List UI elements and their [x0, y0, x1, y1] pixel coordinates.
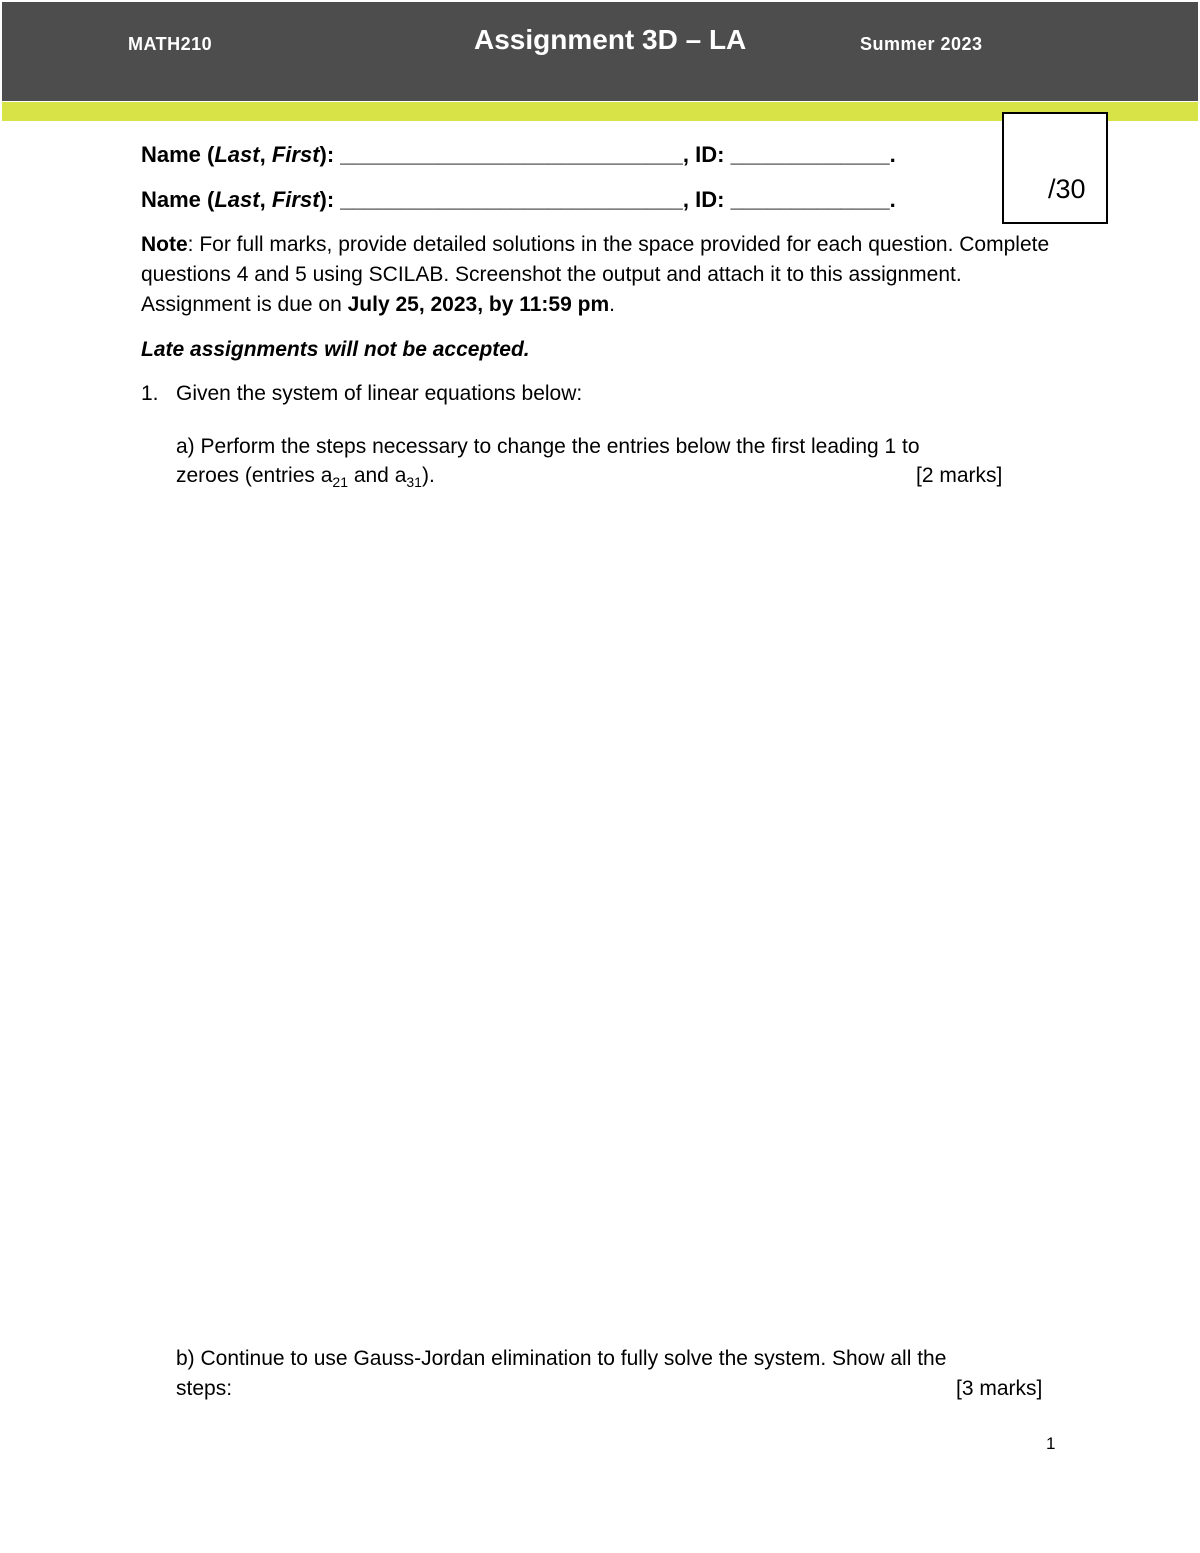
course-code: MATH210: [128, 34, 213, 54]
due-date: July 25, 2023, by 11:59 pm: [347, 293, 610, 316]
instructions-note: Note: For full marks, provide detailed solutions in the space provided for each question. Complete questions 4 and 5 using SCILAB. Screenshot the output and attach it to this assignment. Assignment is due on July 25, 2023, by 11:59 pm.: [141, 233, 1050, 316]
part-b-line-1: b) Continue to use Gauss-Jordan elimination to fully solve the system. Show all the: [176, 1347, 947, 1370]
question-1-number: 1.: [141, 382, 159, 405]
note-label: Note: [141, 233, 188, 256]
part-b-marks: [3 marks]: [956, 1377, 1043, 1400]
term-label: Summer 2023: [860, 34, 983, 54]
part-a-line-2: zeroes (entries $a_{21}$ and $a_{31}$).: [176, 464, 435, 491]
score-total: /30: [1048, 174, 1086, 204]
name-blank-2[interactable]: ____________________________: [340, 187, 683, 212]
score-box: [1002, 112, 1108, 224]
id-blank-2[interactable]: _____________: [730, 187, 890, 212]
page-number: 1: [1046, 1434, 1056, 1453]
late-notice: Late assignments will not be accepted.: [141, 338, 530, 361]
name-field-1[interactable]: Name (Last, First): ____________________________, ID: _____________.: [141, 142, 896, 167]
question-1-prompt: Given the system of linear equations below:: [176, 382, 583, 405]
id-blank-1[interactable]: _____________: [730, 142, 890, 167]
part-b-line-2: steps:: [176, 1377, 233, 1400]
name-blank-1[interactable]: ____________________________: [340, 142, 683, 167]
page-header: [2, 2, 1198, 101]
name-field-2[interactable]: Name (Last, First): ____________________________, ID: _____________.: [141, 187, 896, 212]
assignment-title: Assignment 3D – LA: [474, 24, 747, 55]
part-a-line-1: a) Perform the steps necessary to change the entries below the first leading 1 to: [176, 435, 920, 458]
part-a-marks: [2 marks]: [916, 464, 1003, 487]
